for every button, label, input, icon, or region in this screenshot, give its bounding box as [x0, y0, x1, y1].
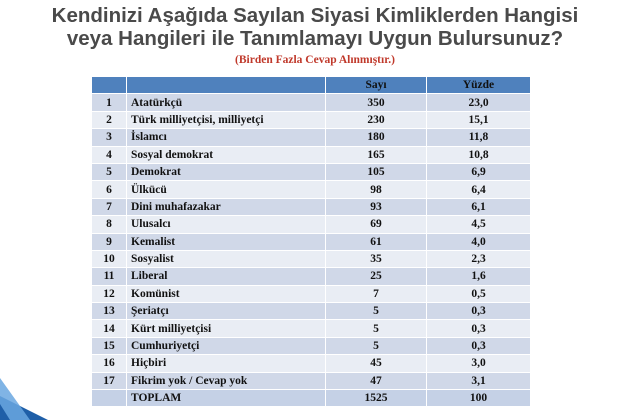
row-count: 25 — [326, 268, 427, 285]
row-label: Fikrim yok / Cevap yok — [127, 372, 326, 389]
row-number: 13 — [92, 303, 127, 320]
row-count: 47 — [326, 372, 427, 389]
row-number: 12 — [92, 285, 127, 302]
row-number: 14 — [92, 320, 127, 337]
total-row — [92, 390, 531, 407]
table-row — [92, 355, 531, 372]
header-count: Sayı — [326, 77, 427, 94]
row-number: 9 — [92, 233, 127, 250]
row-label: Liberal — [127, 268, 326, 285]
row-label: Atatürkçü — [127, 94, 326, 111]
row-label: Dini muhafazakar — [127, 198, 326, 215]
row-number: 2 — [92, 111, 127, 128]
row-count: 350 — [326, 94, 427, 111]
table-row — [92, 233, 531, 250]
table-row — [92, 94, 531, 111]
table-row — [92, 303, 531, 320]
row-number: 5 — [92, 163, 127, 180]
row-label: Komünist — [127, 285, 326, 302]
results-table — [91, 76, 531, 407]
table-row — [92, 268, 531, 285]
total-count: 1525 — [326, 390, 427, 407]
row-label: Hiçbiri — [127, 355, 326, 372]
row-count: 5 — [326, 320, 427, 337]
row-label: Sosyal demokrat — [127, 146, 326, 163]
row-label: Sosyalist — [127, 250, 326, 267]
table-row — [92, 216, 531, 233]
slide-title-line-2: veya Hangileri ile Tanımlamayı Uygun Bulursunuz? — [66, 27, 564, 50]
row-count: 105 — [326, 163, 427, 180]
row-percent: 4,5 — [427, 216, 531, 233]
row-number: 4 — [92, 146, 127, 163]
row-count: 180 — [326, 129, 427, 146]
row-count: 35 — [326, 250, 427, 267]
row-number: 7 — [92, 198, 127, 215]
row-percent: 6,4 — [427, 181, 531, 198]
row-percent: 11,8 — [427, 129, 531, 146]
row-count: 5 — [326, 337, 427, 354]
row-percent: 15,1 — [427, 111, 531, 128]
row-label: Cumhuriyetçi — [127, 337, 326, 354]
row-count: 61 — [326, 233, 427, 250]
row-count: 93 — [326, 198, 427, 215]
slide-title-line-1: Kendinizi Aşağıda Sayılan Siyasi Kimliklerden Hangisi — [51, 4, 579, 27]
row-count: 5 — [326, 303, 427, 320]
row-percent: 3,0 — [427, 355, 531, 372]
row-number: 11 — [92, 268, 127, 285]
slide-decoration — [0, 368, 60, 420]
row-percent: 0,3 — [427, 337, 531, 354]
row-number: 6 — [92, 181, 127, 198]
table-row — [92, 372, 531, 389]
row-count: 69 — [326, 216, 427, 233]
row-percent: 6,1 — [427, 198, 531, 215]
row-number: 8 — [92, 216, 127, 233]
row-label: Kemalist — [127, 233, 326, 250]
table-row — [92, 250, 531, 267]
row-percent: 23,0 — [427, 94, 531, 111]
table-row — [92, 320, 531, 337]
row-percent: 0,3 — [427, 320, 531, 337]
table-body — [92, 94, 531, 390]
row-percent: 2,3 — [427, 250, 531, 267]
row-label: Kürt milliyetçisi — [127, 320, 326, 337]
table-header-row — [92, 77, 531, 94]
table-row — [92, 129, 531, 146]
table-row — [92, 198, 531, 215]
row-number: 15 — [92, 337, 127, 354]
table-row — [92, 181, 531, 198]
header-name — [127, 77, 326, 94]
row-number: 3 — [92, 129, 127, 146]
table-row — [92, 285, 531, 302]
row-count: 165 — [326, 146, 427, 163]
row-percent: 3,1 — [427, 372, 531, 389]
table-row — [92, 337, 531, 354]
row-percent: 0,3 — [427, 303, 531, 320]
row-percent: 4,0 — [427, 233, 531, 250]
total-percent: 100 — [427, 390, 531, 407]
row-number: 17 — [92, 372, 127, 389]
row-percent: 1,6 — [427, 268, 531, 285]
row-percent: 6,9 — [427, 163, 531, 180]
table-row — [92, 163, 531, 180]
row-number: 10 — [92, 250, 127, 267]
row-label: Ülkücü — [127, 181, 326, 198]
slide-subtitle: (Birden Fazla Cevap Alınmıştır.) — [235, 54, 395, 66]
row-label: Ulusalcı — [127, 216, 326, 233]
row-count: 7 — [326, 285, 427, 302]
row-count: 98 — [326, 181, 427, 198]
row-percent: 0,5 — [427, 285, 531, 302]
row-percent: 10,8 — [427, 146, 531, 163]
row-label: İslamcı — [127, 129, 326, 146]
header-no — [92, 77, 127, 94]
slide-title — [0, 4, 630, 50]
row-label: Türk milliyetçisi, milliyetçi — [127, 111, 326, 128]
row-label: Şeriatçı — [127, 303, 326, 320]
row-label: Demokrat — [127, 163, 326, 180]
total-label: TOPLAM — [127, 390, 326, 407]
row-number: 1 — [92, 94, 127, 111]
table-row — [92, 111, 531, 128]
header-percent: Yüzde — [427, 77, 531, 94]
row-number: 16 — [92, 355, 127, 372]
total-no — [92, 390, 127, 407]
row-count: 45 — [326, 355, 427, 372]
table-row — [92, 146, 531, 163]
row-count: 230 — [326, 111, 427, 128]
